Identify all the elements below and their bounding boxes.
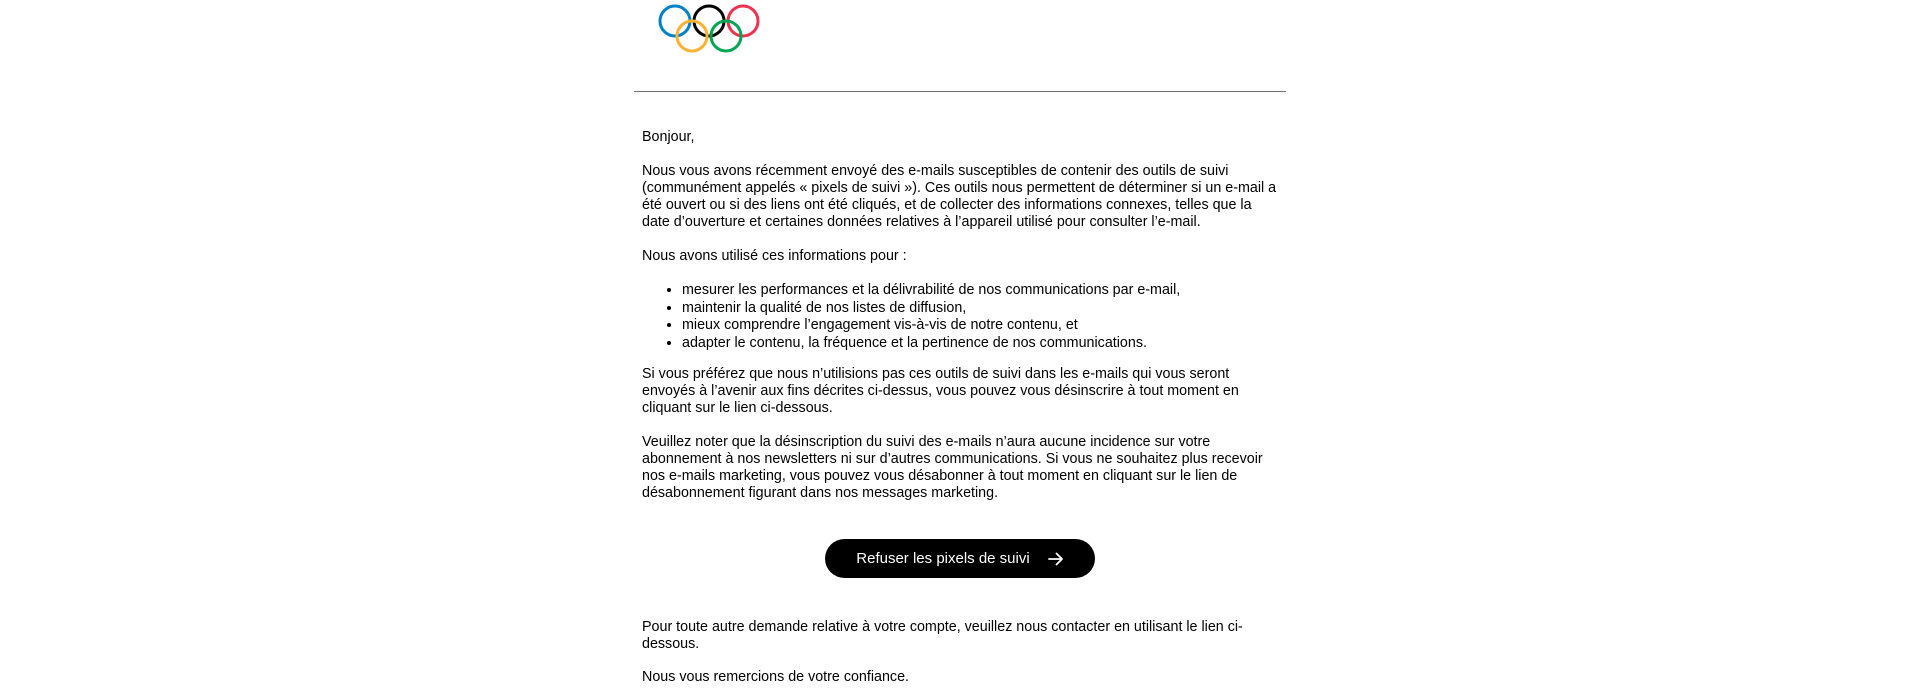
- olympic-rings-logo: [658, 2, 768, 56]
- header-divider: [634, 91, 1286, 92]
- email-body: [634, 0, 1286, 690]
- email-content: [642, 129, 1278, 519]
- refuse-tracking-button[interactable]: [825, 539, 1095, 578]
- list-item: • mesurer les performances et la délivrabilité de nos communications par e-mail,: [682, 282, 1278, 300]
- cta-container: [825, 539, 1095, 578]
- optout-paragraph: Si vous préférez que nous n’utilisions pas ces outils de suivi dans les e-mails qui vous seront envoyés à l’avenir aux fins décrites ci-dessus, vous pouvez vous désinscrire à tout moment en cliquant sur le lien ci-dessous.: [642, 366, 1239, 416]
- intro-paragraph: Nous vous avons récemment envoyé des e-mails susceptibles de contenir des outils de suivi (communément appelés « pixels de suivi »). Ces outils nous permettent de déterminer si un e-mail a été ouvert ou si des liens ont été cliqués, et de collecter des informations connexes, telles que la date d’ouverture et certaines données relatives à l’appareil utilisé pour consulter l’e-mail.: [642, 163, 1277, 230]
- usage-list: [642, 282, 1278, 352]
- list-item: • maintenir la qualité de nos listes de diffusion,: [682, 300, 1278, 318]
- thanks-paragraph: Nous vous remercions de votre confiance.: [642, 669, 910, 685]
- refuse-tracking-label: Refuser les pixels de suivi: [856, 550, 1030, 567]
- usage-intro: Nous avons utilisé ces informations pour :: [642, 248, 907, 264]
- note-paragraph: Veuillez noter que la désinscription du suivi des e-mails n’aura aucune incidence sur votre abonnement à nos newsletters ni sur d’autres communications. Si vous ne souhaitez plus recevoir nos e-mails marketing, vous pouvez vous désabonner à tout moment en cliquant sur le lien de désabonnement figurant dans nos messages marketing.: [642, 434, 1263, 501]
- contact-paragraph: Pour toute autre demande relative à votre compte, veuillez nous contacter en utilisant le lien ci-dessous.: [642, 619, 1243, 652]
- list-item: • mieux comprendre l’engagement vis-à-vis de notre contenu, et: [682, 317, 1278, 335]
- arrow-right-icon: [1048, 552, 1064, 566]
- greeting: Bonjour,: [642, 129, 695, 145]
- list-item: • adapter le contenu, la fréquence et la pertinence de nos communications.: [682, 335, 1278, 353]
